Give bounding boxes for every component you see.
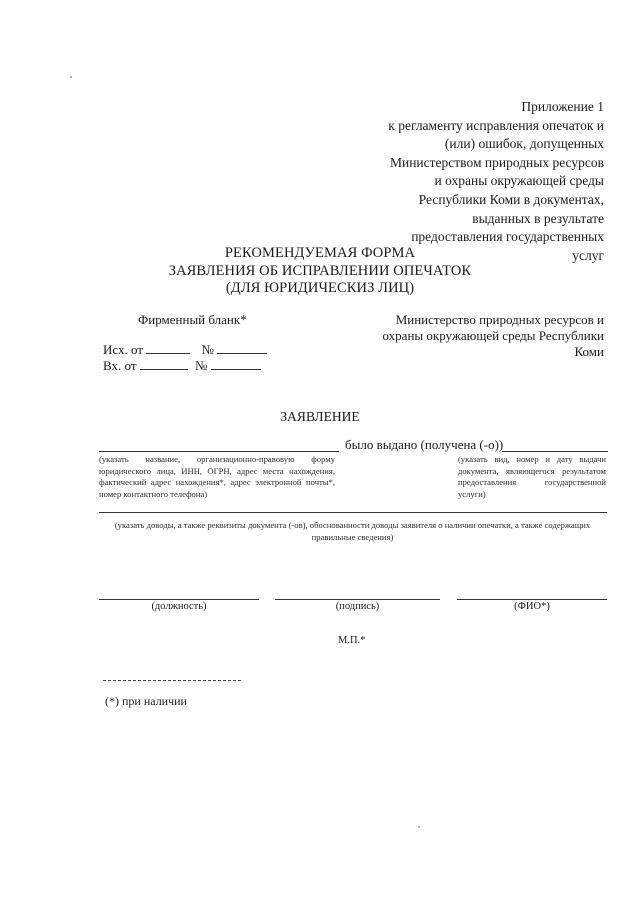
incoming-number-field[interactable] <box>211 357 261 370</box>
footnote-separator <box>103 680 241 681</box>
reasons-field[interactable] <box>99 512 607 513</box>
outgoing-date-field[interactable] <box>146 341 190 354</box>
appendix-header <box>388 98 604 265</box>
statement-heading: ЗАЯВЛЕНИЕ <box>280 409 360 424</box>
form-title <box>0 245 640 298</box>
appendix-line: услуг <box>572 247 604 263</box>
name-field[interactable] <box>457 599 607 600</box>
incoming-number-label: № <box>195 358 208 373</box>
appendix-line: (или) ошибок, допущенных <box>444 136 604 152</box>
signature-label: (подпись) <box>335 601 380 612</box>
position-label: (должность) <box>151 601 207 612</box>
appendix-line: Республики Коми в документах, <box>418 191 604 207</box>
incoming-label: Вх. от <box>103 358 137 373</box>
form-title-line-1: РЕКОМЕНДУЕМАЯ ФОРМА <box>224 245 416 261</box>
scan-speck <box>418 826 420 828</box>
signature-field[interactable] <box>275 599 440 600</box>
appendix-line: Министерством природных ресурсов <box>389 154 604 170</box>
form-title-line-3: (ДЛЯ ЮРИДИЧЕСКИЗ ЛИЦ) <box>225 280 415 296</box>
applicant-field[interactable] <box>99 451 339 452</box>
issued-text: было выдано (получена (-о)) <box>345 437 504 452</box>
appendix-line: Приложение 1 <box>521 99 604 114</box>
scan-speck <box>70 76 72 78</box>
applicant-note: (указать название, организационно-правовую форму юридического лица, ИНН, ОГРН, адрес места нахождения, фактический адрес нахождения*, адрес электронной почты*, номер контактного телефона) <box>99 454 335 499</box>
form-title-line-2: ЗАЯВЛЕНИЯ ОБ ИСПРАВЛЕНИИ ОПЕЧАТОК <box>168 262 472 279</box>
appendix-line: к регламенту исправления опечаток и <box>388 117 604 133</box>
incoming-registration <box>103 357 261 374</box>
outgoing-label: Исх. от <box>103 342 143 357</box>
addressee: Министерство природных ресурсов и охраны окружающей среды Республики Коми <box>382 312 604 359</box>
outgoing-registration <box>103 341 267 358</box>
stamp-label: М.П.* <box>338 635 366 646</box>
document-field[interactable] <box>502 451 608 452</box>
footnote: (*) при наличии <box>105 694 187 708</box>
letterhead-label: Фирменный бланк* <box>138 312 247 327</box>
outgoing-number-field[interactable] <box>217 341 267 354</box>
position-field[interactable] <box>99 599 259 600</box>
appendix-line: и охраны окружающей среды <box>434 173 604 189</box>
incoming-date-field[interactable] <box>140 357 188 370</box>
outgoing-number-label: № <box>201 342 214 357</box>
appendix-line: выданных в результате <box>472 210 604 226</box>
name-label: (ФИО*) <box>514 601 550 612</box>
reasons-note: (указать доводы, а также реквизиты документа (-ов), обоснованности доводы заявителя о наличии опечатки, а также содержащих правильные сведения) <box>114 520 591 542</box>
appendix-line: предоставления государственных <box>411 229 604 245</box>
document-note: (указать вид, номер и дату выдачи документа, являющегося результатом предоставления государственной услуги) <box>458 454 606 499</box>
